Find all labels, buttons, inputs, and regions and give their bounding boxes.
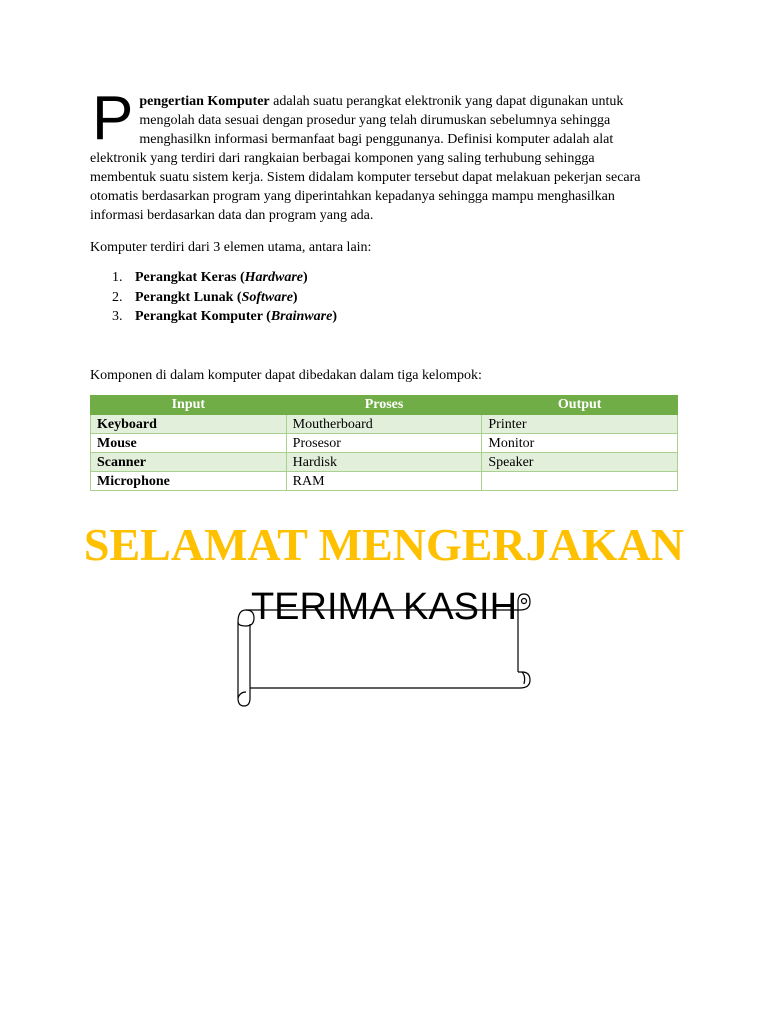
intro-term: pengertian Komputer (139, 94, 270, 109)
intro-paragraph (90, 84, 660, 225)
list-number: 2. (112, 289, 123, 305)
list-label: Perangkt Lunak (Software) (135, 289, 298, 305)
table-header: Proses (286, 396, 482, 415)
table-cell: Monitor (482, 434, 678, 453)
table-row (91, 434, 678, 453)
table-row (91, 472, 678, 491)
table-cell: Microphone (91, 472, 287, 491)
list-item (90, 307, 337, 327)
table-cell: Speaker (482, 453, 678, 472)
table-row (91, 453, 678, 472)
intro-text: adalah suatu perangkat elektronik yang dapat digunakan untuk mengolah data sesuai dengan prosedur yang telah dirumuskan sebelumnya sehingga menghasilkn informasi bermanfaat bagi penggunanya. Definisi komputer adalah alat elektronik yang terdiri dari rangkaian berbagai komponen yang saling terhubung sehingga membentuk suatu sistem kerja. Sistem didalam komputer tersebut dapat melakuan pekerjan secara otomatis berdasarkan program yang diperintahkan kepadanya sehingga mampu menghasilkan informasi berdasarkan data dan program yang ada. (90, 94, 641, 223)
table-header: Output (482, 396, 678, 415)
table-header-row (91, 396, 678, 415)
table-cell: Hardisk (286, 453, 482, 472)
closing-heading: SELAMAT MENGERJAKAN (83, 519, 685, 570)
thanks-text: TERIMA KASIH (250, 586, 518, 628)
list-number: 1. (112, 270, 123, 285)
list-number: 3. (112, 309, 123, 324)
table-row (91, 415, 678, 434)
table-cell: Moutherboard (286, 415, 482, 434)
elements-list (90, 268, 337, 327)
table-cell: RAM (286, 472, 482, 491)
list-label: Perangkat Keras (Hardware) (135, 270, 308, 285)
components-table (90, 395, 678, 491)
table-cell: Prosesor (286, 434, 482, 453)
table-cell: Scanner (91, 453, 287, 472)
table-cell: Keyboard (91, 415, 287, 434)
list-item (90, 268, 337, 288)
list-label: Perangkat Komputer (Brainware) (135, 309, 337, 324)
list-item (90, 288, 337, 308)
table-cell: Mouse (91, 434, 287, 453)
components-intro: Komponen di dalam komputer dapat dibedakan dalam tiga kelompok: (90, 368, 482, 383)
elements-intro: Komputer terdiri dari 3 elemen utama, antara lain: (90, 240, 372, 255)
table-header: Input (91, 396, 287, 415)
table-cell: Printer (482, 415, 678, 434)
table-cell (482, 472, 678, 491)
drop-cap: P (92, 84, 134, 153)
